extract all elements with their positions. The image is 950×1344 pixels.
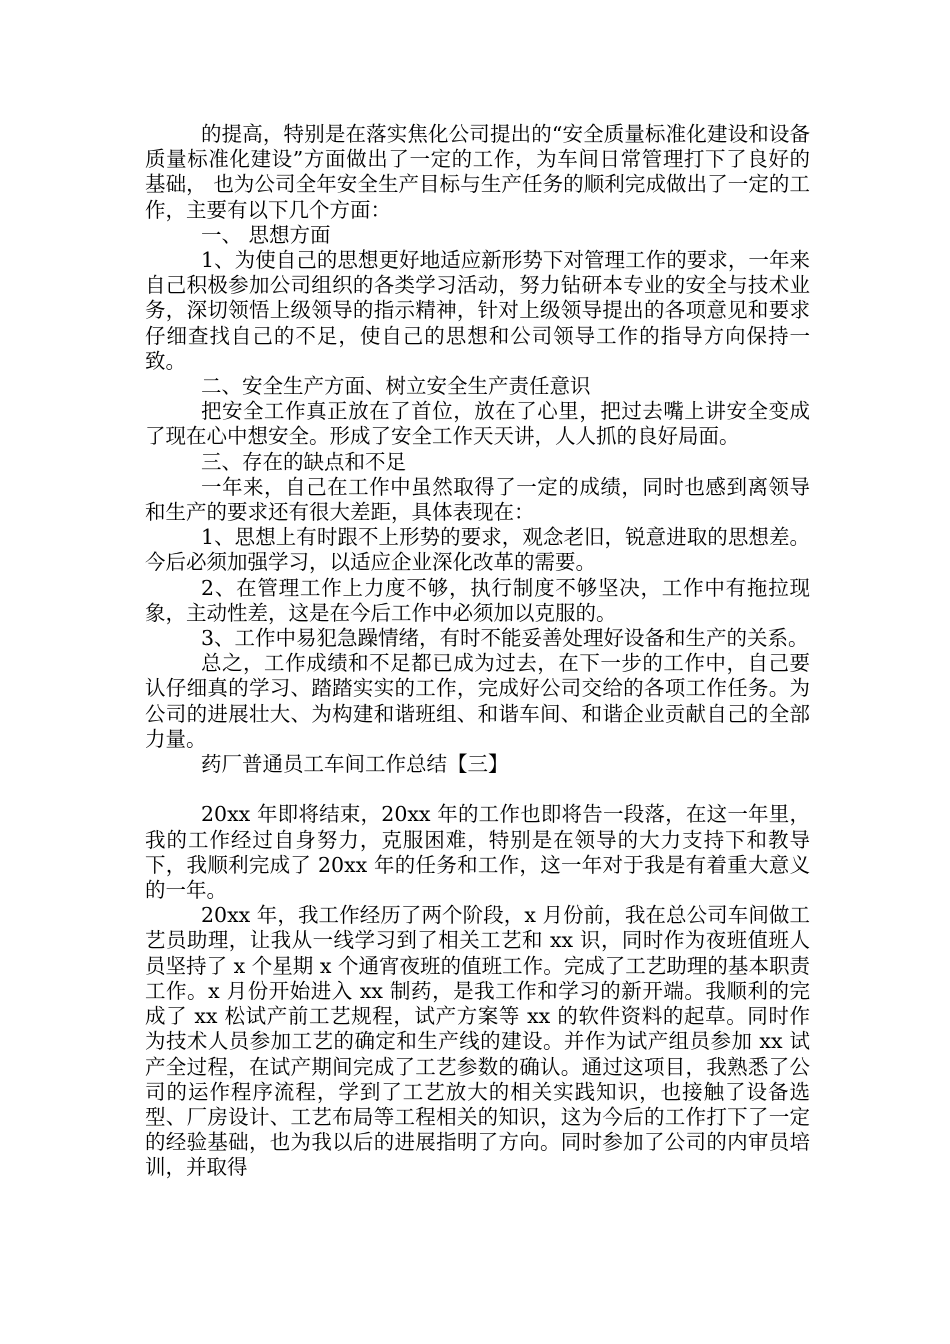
- section-heading: 三、存在的缺点和不足: [201, 449, 406, 474]
- list-item: 1、思想上有时跟不上形势的要求，观念老旧，锐意进取的思想差。今后必须加强学习，以适应企业深化改革的需要。: [145, 525, 810, 575]
- document-page: [145, 122, 810, 1181]
- section-heading: 一、 思想方面: [201, 222, 331, 247]
- paragraph: 的提高，特别是在落实焦化公司提出的“安全质量标准化建设和设备质量标准化建设”方面做出了一定的工作，为车间日常管理打下了良好的基础， 也为公司全年安全生产目标与生产任务的顺利完成做出了一定的工作，主要有以下几个方面：: [145, 122, 810, 222]
- paragraph: 20xx 年，我工作经历了两个阶段，x 月份前，我在总公司车间做工艺员助理，让我从一线学习到了相关工艺和 xx 识，同时作为夜班值班人员坚持了 x 个星期 x 个通宵夜班的值班工作。完成了工艺助理的基本职责工作。x 月份开始进入 xx 制药，是我工作和学习的新开端。我顺利的完成了 xx 松试产前工艺规程，试产方案等 xx 的软件资料的起草。同时作为技术人员参加工艺的确定和生产线的建设。并作为试产组员参加 xx 试产全过程，在试产期间完成了工艺参数的确认。通过这项目，我熟悉了公司的运作程序流程，学到了工艺放大的相关实践知识，也接触了设备选型、厂房设计、工艺布局等工程相关的知识，这为今后的工作打下了一定的经验基础，也为我以后的进展指明了方向。同时参加了公司的内审员培训，并取得: [145, 903, 810, 1180]
- paragraph: 1、为使自己的思想更好地适应新形势下对管理工作的要求，一年来自己积极参加公司组织的各类学习活动，努力钻研本专业的安全与技术业务，深切领悟上级领导的指示精神，针对上级领导提出的各项意见和要求仔细查找自己的不足，使自己的思想和公司领导工作的指导方向保持一致。: [145, 248, 810, 373]
- paragraph: 一年来，自己在工作中虽然取得了一定的成绩，同时也感到离领导和生产的要求还有很大差距，具体表现在：: [145, 474, 810, 525]
- paragraph: 把安全工作真正放在了首位，放在了心里，把过去嘴上讲安全变成了现在心中想安全。形成了安全工作天天讲，人人抓的良好局面。: [145, 399, 810, 449]
- blank-line: [145, 777, 810, 802]
- paragraph: 总之，工作成绩和不足都已成为过去，在下一步的工作中，自己要认仔细真的学习、踏踏实实的工作，完成好公司交给的各项工作任务。为公司的进展壮大、为构建和谐班组、和谐车间、和谐企业贡献自己的全部力量。: [145, 651, 810, 751]
- section-heading: 二、安全生产方面、树立安全生产责任意识: [201, 374, 591, 399]
- document-title: 药厂普通员工车间工作总结【三】: [201, 752, 509, 777]
- list-item: 3、工作中易犯急躁情绪，有时不能妥善处理好设备和生产的关系。: [201, 626, 809, 651]
- list-item: 2、在管理工作上力度不够，执行制度不够坚决，工作中有拖拉现象，主动性差，这是在今后工作中必须加以克服的。: [145, 575, 810, 625]
- paragraph: 20xx 年即将结束，20xx 年的工作也即将告一段落，在这一年里，我的工作经过自身努力，克服困难，特别是在领导的大力支持下和教导下，我顺利完成了 20xx 年的任务和工作，这一年对于我是有着重大意义的一年。: [145, 802, 810, 903]
